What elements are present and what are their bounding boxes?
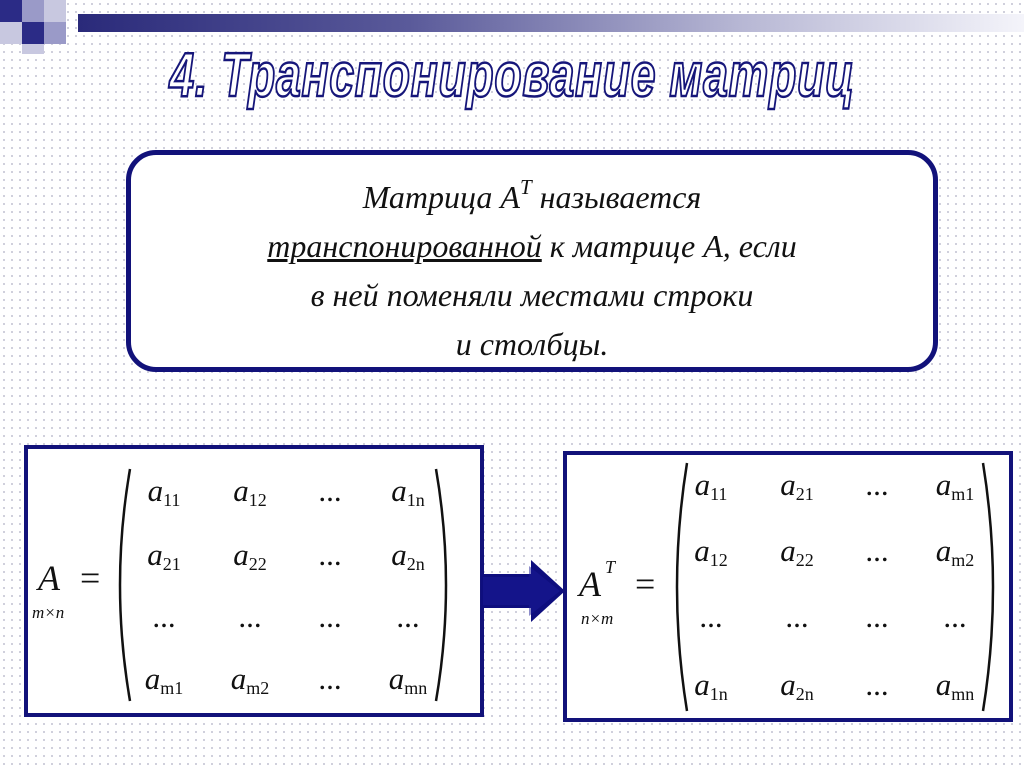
definition-line-1a: Матрица А [362,179,520,215]
matrix-cell [915,467,995,505]
matrix-cell-index: 2n [406,554,425,574]
matrix-cell-base: a [391,473,407,508]
matrix-cell [915,533,995,571]
matrix-cell [124,473,204,511]
matrix-cell-base: a [233,473,249,508]
definition-superscript: Т [519,175,532,199]
decor-square [22,0,44,22]
definition-line-4: и столбцы. [455,326,609,362]
matrix-at-superscript: T [605,557,616,577]
matrix-cell [757,533,837,571]
matrix-cell-index: mn [404,678,428,698]
matrix-cell-index: 21 [162,554,181,574]
equals-sign: = [80,558,101,598]
matrix-a-name: A [38,558,60,598]
matrix-cell [210,661,290,699]
matrix-cell-base: ... [943,599,967,634]
matrix-at-dimensions: n×m [581,609,614,628]
matrix-cell-index: m2 [246,678,270,698]
slide-title: 4. Транспонирование матриц [169,41,855,110]
definition-line-1 [131,173,933,222]
matrix-cell-base: a [391,537,407,572]
matrix-cell-base: ... [238,599,262,634]
matrix-cell-base: a [144,661,161,696]
matrix-a-label [32,557,101,622]
definition-underlined-term: транспонированной [267,228,542,264]
matrix-cell-base: a [780,533,796,568]
matrix-cell-index: 12 [248,490,267,510]
matrix-cell [671,599,751,635]
matrix-cell-index: 22 [795,550,814,570]
matrix-cell-base: a [935,667,952,702]
matrix-cell [837,533,917,569]
decor-square [22,22,44,44]
matrix-cell-base: a [147,473,164,508]
definition-line-1b: называется [531,179,702,215]
matrix-cell [915,599,995,635]
matrix-cell-base: ... [865,599,889,634]
matrix-cell-base: a [230,661,247,696]
matrix-cell-index: m1 [160,678,184,698]
matrix-cell-index: 2n [795,684,814,704]
matrix-cell-index: 1n [709,684,728,704]
definition-box [126,150,938,372]
matrix-at-box [563,451,1013,722]
matrix-at-label [579,557,656,628]
matrix-cell-index: mn [951,684,975,704]
matrix-cell [290,599,370,635]
matrix-cell [124,537,204,575]
definition-text [131,173,933,369]
matrix-cell-base: a [694,667,710,702]
matrix-cell-index: 11 [710,484,728,504]
matrix-cell [837,467,917,503]
matrix-cell-index: 12 [709,550,728,570]
matrix-cell [915,667,995,705]
matrix-cell-index: 22 [248,554,267,574]
definition-line-2-rest: к матрице А, если [541,228,797,264]
matrix-cell-base: a [694,467,711,502]
matrix-a-dimensions: m×n [32,603,65,622]
matrix-cell-base: ... [865,467,889,502]
header-gradient-strip [78,14,1024,32]
matrix-cell-base: ... [318,537,342,572]
matrix-cell [368,537,448,575]
matrix-cell [290,537,370,573]
matrix-cell-index: 21 [795,484,814,504]
matrix-cell [757,467,837,505]
matrix-cell-base: a [233,537,249,572]
decor-square [44,0,66,22]
matrix-cell-base: ... [318,661,342,696]
matrix-cell-base: ... [785,599,809,634]
matrix-cell [368,661,448,699]
definition-line-3: в ней поменяли местами строки [310,277,754,313]
matrix-cell-base: ... [396,599,420,634]
matrix-cell [671,667,751,705]
decor-square [0,0,22,22]
matrix-cell-base: a [935,533,952,568]
matrix-cell [368,599,448,635]
matrix-cell-base: ... [865,667,889,702]
matrix-cell-base: a [935,467,952,502]
matrix-cell-base: ... [318,599,342,634]
matrix-cell [210,473,290,511]
matrix-cell [290,661,370,697]
matrix-cell [210,537,290,575]
matrix-cell-base: ... [865,533,889,568]
matrix-cell-base: a [388,661,405,696]
matrix-cell [837,599,917,635]
matrix-cell-index: 11 [163,490,181,510]
matrix-cell-base: a [694,533,710,568]
matrix-cell [837,667,917,703]
matrix-cell [671,467,751,505]
definition-line-2 [131,222,933,271]
matrix-cell-base: a [780,667,796,702]
matrix-a-box [24,445,484,717]
matrix-cell [290,473,370,509]
matrix-cell [124,661,204,699]
matrix-cell [210,599,290,635]
matrix-cell [671,533,751,571]
matrix-cell-base: ... [699,599,723,634]
matrix-cell [757,599,837,635]
matrix-cell-base: ... [318,473,342,508]
decor-square [0,22,22,44]
matrix-cell-index: 1n [406,490,425,510]
header-decoration [0,0,1024,40]
matrix-cell [124,599,204,635]
decor-square [44,22,66,44]
matrix-at-name: A [579,564,601,604]
matrix-cell-index: m2 [951,550,975,570]
decor-square [22,44,44,54]
matrix-cell [757,667,837,705]
equals-sign: = [635,564,656,604]
right-arrow-icon [481,560,567,622]
matrix-cell-base: a [147,537,163,572]
matrix-cell-index: m1 [951,484,975,504]
matrix-cell-base: a [780,467,796,502]
matrix-cell-base: ... [152,599,176,634]
matrix-cell [368,473,448,511]
